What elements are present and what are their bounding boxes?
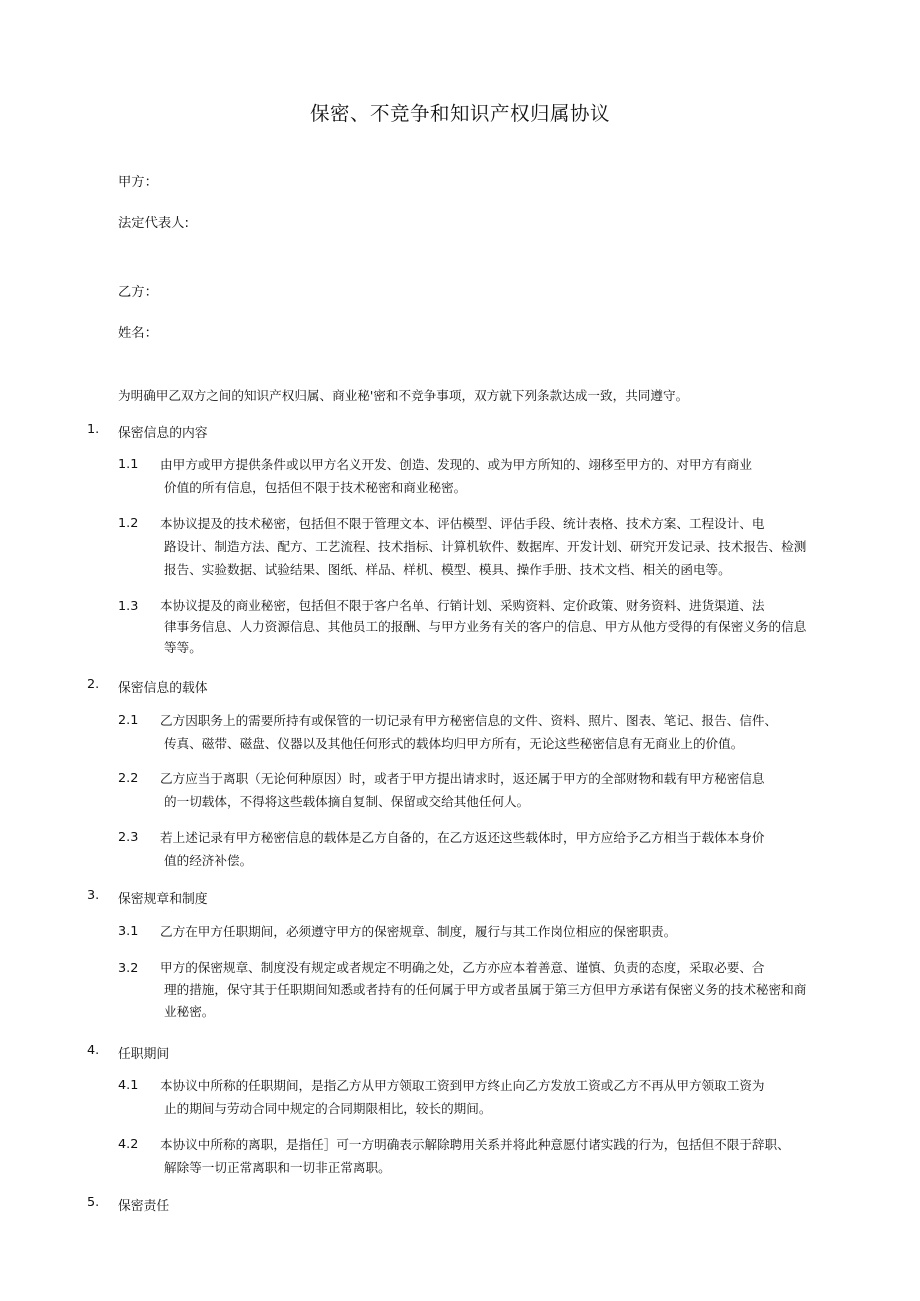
clause-line: 若上述记录有甲方秘密信息的载体是乙方自备的，在乙方返还这些载体时，甲方应给予乙方相当于载体本身价 — [160, 830, 765, 845]
section-number: 1. — [87, 422, 100, 437]
section-title: 任职期间 — [118, 1047, 170, 1062]
clause-line: 理的措施，保守其于任职期间知悉或者持有的任何属于甲方或者虽属于第三方但甲方承诺有保密义务的技术秘密和商 — [164, 982, 807, 997]
clause-line: 价值的所有信息，包括但不限于技术秘密和商业秘密。 — [164, 480, 467, 495]
clause-number: 4.2 — [118, 1137, 139, 1152]
clause-line: 报告、实验数据、试验结果、图纸、样品、样机、模型、模具、操作手册、技术文档、相关的函电等。 — [164, 562, 731, 577]
clause-line: 乙方因职务上的需要所持有或保管的一切记录有甲方秘密信息的文件、资料、照片、图表、笔记、报告、信件、 — [160, 713, 778, 728]
clause-line: 止的期间与劳动合同中规定的合同期限相比，较长的期间。 — [164, 1101, 492, 1116]
clause-text — [160, 1074, 840, 1120]
clause-number: 4.1 — [118, 1078, 139, 1093]
clause-text — [160, 826, 840, 872]
clause-line: 甲方的保密规章、制度没有规定或者规定不明确之处，乙方亦应本着善意、谨慎、负责的态度，采取必要、合 — [160, 960, 765, 975]
clause-line: 律事务信息、人力资源信息、其他员工的报酬、与甲方业务有关的客户的信息、甲方从他方受得的有保密义务的信息 — [164, 619, 807, 634]
clause-line: 等等。 — [164, 640, 202, 655]
clause-line: 乙方在甲方任职期间，必须遵守甲方的保密规章、制度，履行与其工作岗位相应的保密职责。 — [160, 924, 677, 939]
document-title: 保密、不竞争和知识产权归属协议 — [309, 102, 610, 125]
clause-line: 传真、磁带、磁盘、仪器以及其他任何形式的载体均归甲方所有，无论这些秘密信息有无商业上的价值。 — [164, 736, 744, 751]
clause-text — [160, 595, 840, 658]
clause-text — [160, 512, 840, 581]
legal-representative-label: 法定代表人: — [118, 216, 189, 231]
clause-number: 2.1 — [118, 713, 139, 728]
clause-number: 3.2 — [118, 961, 139, 976]
section-number: 4. — [87, 1043, 100, 1058]
section-title: 保密信息的内容 — [118, 426, 208, 441]
clause-number: 1.1 — [118, 457, 139, 472]
clause-text — [160, 767, 840, 813]
clause-line: 本协议提及的商业秘密，包括但不限于客户名单、行销计划、采购资料、定价政策、财务资料、进货渠道、法 — [160, 598, 765, 613]
clause-line: 由甲方或甲方提供条件或以甲方名义开发、创造、发现的、或为甲方所知的、翊移至甲方的、对甲方有商业 — [160, 457, 752, 472]
clause-number: 2.3 — [118, 830, 139, 845]
clause-text — [160, 709, 840, 755]
clause-number: 1.2 — [118, 516, 139, 531]
clause-text — [160, 957, 840, 1023]
name-label: 姓名： — [118, 326, 158, 341]
section-number: 2. — [87, 677, 100, 692]
clause-number: 3.1 — [118, 924, 139, 939]
clause-line: 路设计、制造方法、配方、工艺流程、技术指标、计算机软件、数据库、开发计划、研究开发记录、技术报告、检测 — [164, 539, 807, 554]
clause-line: 本协议提及的技术秘密，包括但不限于管理文本、评估模型、评估手段、统计表格、技术方案、工程设计、电 — [160, 516, 765, 531]
clause-text — [160, 920, 840, 943]
clause-line: 乙方应当于离职（无论何种原因）时，或者于甲方提出请求时，返还属于甲方的全部财物和载有甲方秘密信息 — [160, 771, 765, 786]
clause-line: 解除等一切正常离职和一切非正常离职。 — [164, 1160, 391, 1175]
clause-number: 2.2 — [118, 771, 139, 786]
clause-line: 业秘密。 — [164, 1004, 215, 1019]
preamble-paragraph: 为明确甲乙双方之间的知识产权归属、商业秘'密和不竞争事项，双方就下列条款达成一致，共同遵守。 — [118, 388, 689, 403]
section-number: 3. — [87, 888, 100, 903]
section-number: 5. — [87, 1195, 100, 1210]
clause-line: 值的经济补偿。 — [164, 853, 253, 868]
clause-text — [160, 453, 840, 499]
clause-line: 本协议中所称的任职期间，是指乙方从甲方领取工资到甲方终止向乙方发放工资或乙方不再从甲方领取工资为 — [160, 1078, 765, 1093]
clause-number: 1.3 — [118, 599, 139, 614]
section-title: 保密信息的载体 — [118, 681, 208, 696]
section-title: 保密规章和制度 — [118, 892, 208, 907]
clause-line: 本协议中所称的离职，是指任］可一方明确表示解除聘用关系并将此种意愿付诸实践的行为，包括但不限于辞职、 — [160, 1137, 790, 1152]
clause-text — [160, 1133, 840, 1179]
party-a-label: 甲方： — [118, 175, 158, 190]
section-title: 保密责任 — [118, 1199, 170, 1214]
clause-line: 的一切载体，不得将这些载体摘自复制、保留或交给其他任何人。 — [164, 794, 530, 809]
party-b-label: 乙方： — [118, 285, 158, 300]
